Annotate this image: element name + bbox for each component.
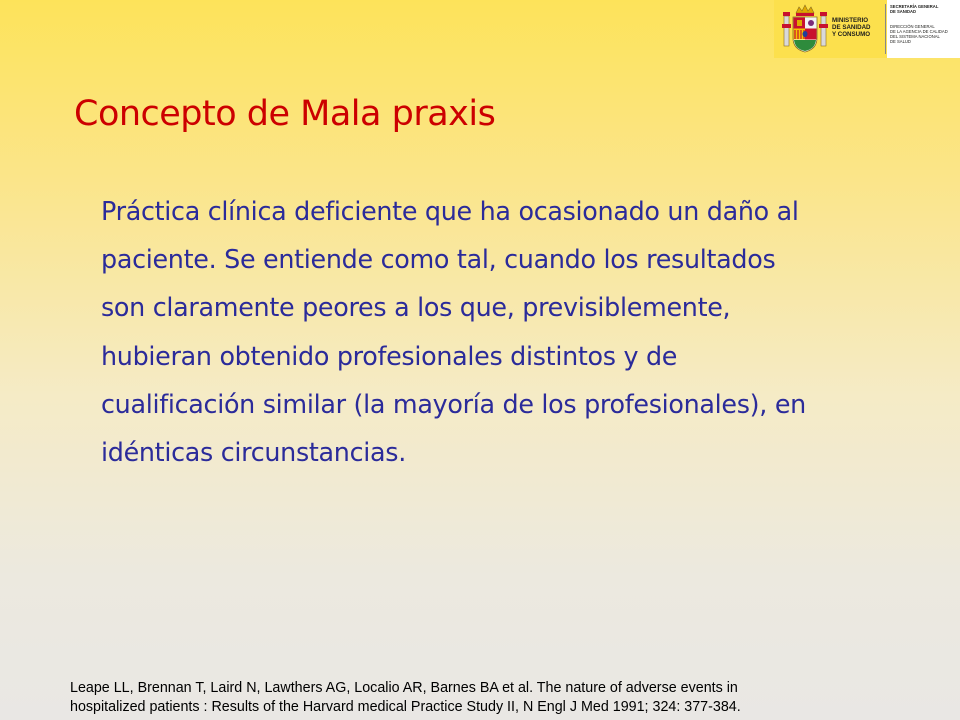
definition-line: son claramente peores a los que, previsiblemente, — [101, 292, 731, 323]
ministry-line: Y CONSUMO — [832, 31, 871, 38]
definition-line: hubieran obtenido profesionales distintos y de — [101, 340, 678, 371]
citation-line: hospitalized patients : Results of the Harvard medical Practice Study II, N Engl J Med 1991; 324: 377-384. — [70, 699, 741, 715]
ministry-name — [832, 17, 884, 38]
citation — [70, 679, 920, 717]
direccion-line: DEL SISTEMA NACIONAL — [890, 34, 940, 39]
direccion-line: DIRECCIÓN GENERAL — [890, 24, 935, 29]
slide-title: Concepto de Mala praxis — [74, 94, 496, 134]
ministry-line: MINISTERIO — [832, 17, 869, 24]
definition-line: cualificación similar (la mayoría de los profesionales), en — [101, 388, 806, 419]
definition-line: Práctica clínica deficiente que ha ocasionado un daño al — [101, 196, 799, 226]
secretaria-line: SECRETARÍA GENERAL — [890, 4, 939, 9]
secretaria-general — [890, 4, 960, 14]
definition-line: paciente. Se entiende como tal, cuando los resultados — [101, 244, 776, 275]
ministry-line: DE SANIDAD — [832, 24, 871, 31]
definition-line: idénticas circunstancias. — [101, 437, 406, 468]
logo-divider — [885, 4, 886, 54]
definition-text — [101, 187, 921, 476]
direccion-general — [890, 24, 960, 44]
citation-line: Leape LL, Brennan T, Laird N, Lawthers AG, Localio AR, Barnes BA et al. The nature of adverse events in — [70, 680, 738, 696]
direccion-line: DE LA AGENCIA DE CALIDAD — [890, 29, 948, 34]
secretaria-line: DE SANIDAD — [890, 9, 917, 14]
direccion-line: DE SALUD — [890, 39, 911, 44]
coat-of-arms-icon — [782, 4, 828, 54]
